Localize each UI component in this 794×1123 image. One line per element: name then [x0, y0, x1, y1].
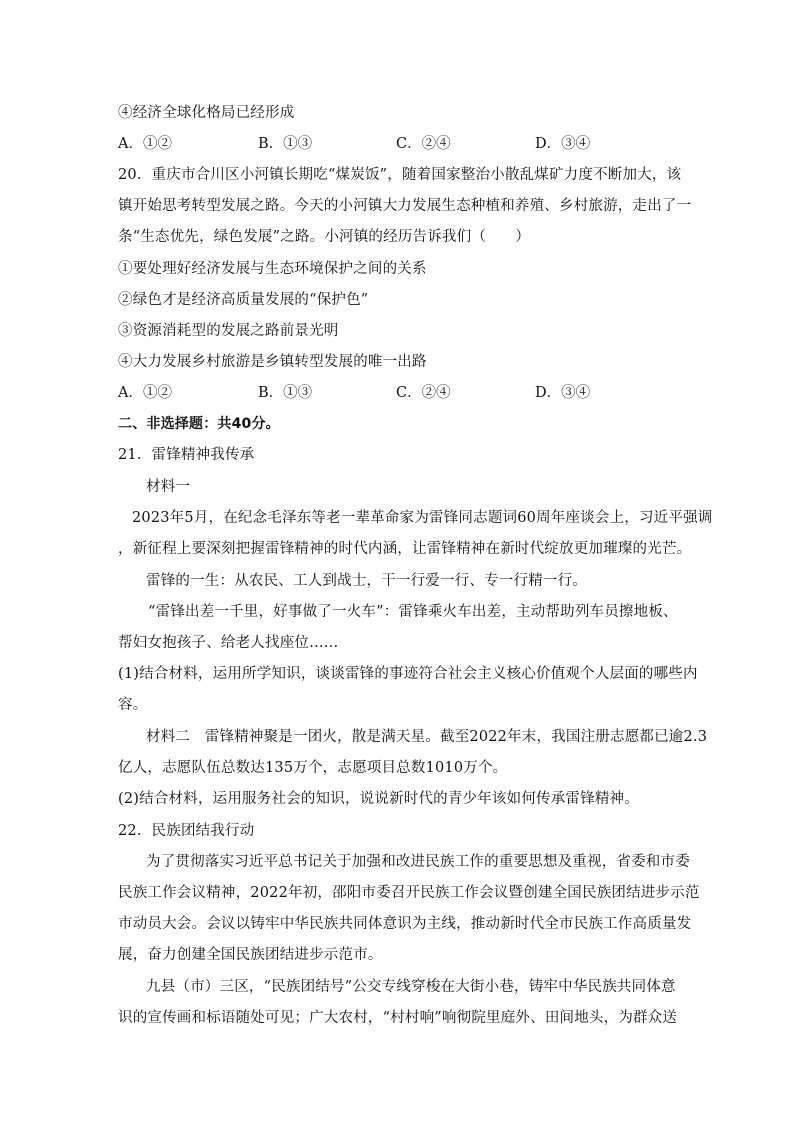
q22-paragraph-2-line-1: 九县（市）三区，“民族团结号”公交专线穿梭在大街小巷，铸牢中华民族共同体意	[146, 979, 676, 995]
q20-option-c: C．②④	[396, 385, 451, 401]
q22-title: 22．民族团结我行动	[118, 823, 255, 839]
q20-item-1: ①要处理好经济发展与生态环境保护之间的关系	[118, 261, 427, 277]
q20-item-3: ③资源消耗型的发展之路前景光明	[118, 323, 339, 339]
q21-material1-line-1: 2023年5月，在纪念毛泽东等老一辈革命家为雷锋同志题词60周年座谈会上，习近平强调	[132, 510, 713, 526]
q20-stem-line-1: 20．重庆市合川区小河镇长期吃“煤炭饭”，随着国家整治小散乱煤矿力度不断加大，该	[118, 167, 682, 183]
q20-item-4: ④大力发展乡村旅游是乡镇转型发展的唯一出路	[118, 354, 427, 370]
q19-options	[118, 134, 678, 154]
q20-options	[118, 383, 678, 403]
q20-item-2: ②绿色才是经济高质量发展的“保护色”	[118, 292, 369, 308]
q19-option-d: D．③④	[535, 136, 591, 152]
q19-option-c: C．②④	[396, 136, 451, 152]
q20-option-d: D．③④	[535, 385, 591, 401]
q19-option-b: B．①③	[258, 136, 313, 152]
section-heading: 二、非选择题：共40分。	[118, 416, 280, 432]
q21-title: 21．雷锋精神我传承	[118, 447, 255, 463]
q21-subquestion-1-line-2: 容。	[118, 697, 148, 713]
q21-material1-line-2: ，新征程上要深刻把握雷锋精神的时代内涵，让雷锋精神在新时代绽放更加璀璨的光芒。	[118, 541, 692, 557]
q22-paragraph-1-line-4: 展，奋力创建全国民族团结进步示范市。	[118, 947, 383, 963]
q21-material2-line-1: 材料二 雷锋精神聚是一团火，散是满天星。截至2022年末，我国注册志愿都已逾2.3	[146, 729, 708, 745]
q22-paragraph-2-line-2: 识的宣传画和标语随处可见；广大农村，“村村响”响彻院里庭外、田间地头，为群众送	[118, 1010, 678, 1026]
q21-material1-label: 材料一	[146, 479, 191, 495]
q20-stem-line-3: 条“生态优先，绿色发展”之路。小河镇的经历告诉我们（ ）	[118, 229, 531, 245]
q20-stem-line-2: 镇开始思考转型发展之路。今天的小河镇大力发展生态种植和养殖、乡村旅游，走出了一	[118, 198, 692, 214]
q21-material2-line-2: 亿人，志愿队伍总数达135万个，志愿项目总数1010万个。	[118, 760, 508, 776]
q21-subquestion-2: (2)结合材料，运用服务社会的知识，说说新时代的青少年该如何传承雷锋精神。	[118, 791, 639, 807]
q21-subquestion-1-line-1: (1)结合材料，运用所学知识，谈谈雷锋的事迹符合社会主义核心价值观个人层面的哪些内	[118, 666, 698, 682]
q21-material1-line-4: “雷锋出差一千里，好事做了一火车”：雷锋乘火车出差，主动帮助列车员擦地板、	[148, 604, 678, 620]
q21-material1-line-5: 帮妇女抱孩子、给老人找座位……	[118, 635, 339, 651]
q20-option-a: A．①②	[118, 385, 172, 401]
q19-option-a: A．①②	[118, 136, 172, 152]
q19-item-4: ④经济全球化格局已经形成	[118, 105, 295, 121]
q22-paragraph-1-line-1: 为了贯彻落实习近平总书记关于加强和改进民族工作的重要思想及重视，省委和市委	[146, 854, 690, 870]
q22-paragraph-1-line-3: 市动员大会。会议以铸牢中华民族共同体意识为主线，推动新时代全市民族工作高质量发	[118, 916, 692, 932]
q22-paragraph-1-line-2: 民族工作会议精神，2022年初，邵阳市委召开民族工作会议暨创建全国民族团结进步示范	[118, 885, 700, 901]
q21-material1-line-3: 雷锋的一生：从农民、工人到战士，干一行爱一行、专一行精一行。	[146, 573, 587, 589]
q20-option-b: B．①③	[258, 385, 313, 401]
